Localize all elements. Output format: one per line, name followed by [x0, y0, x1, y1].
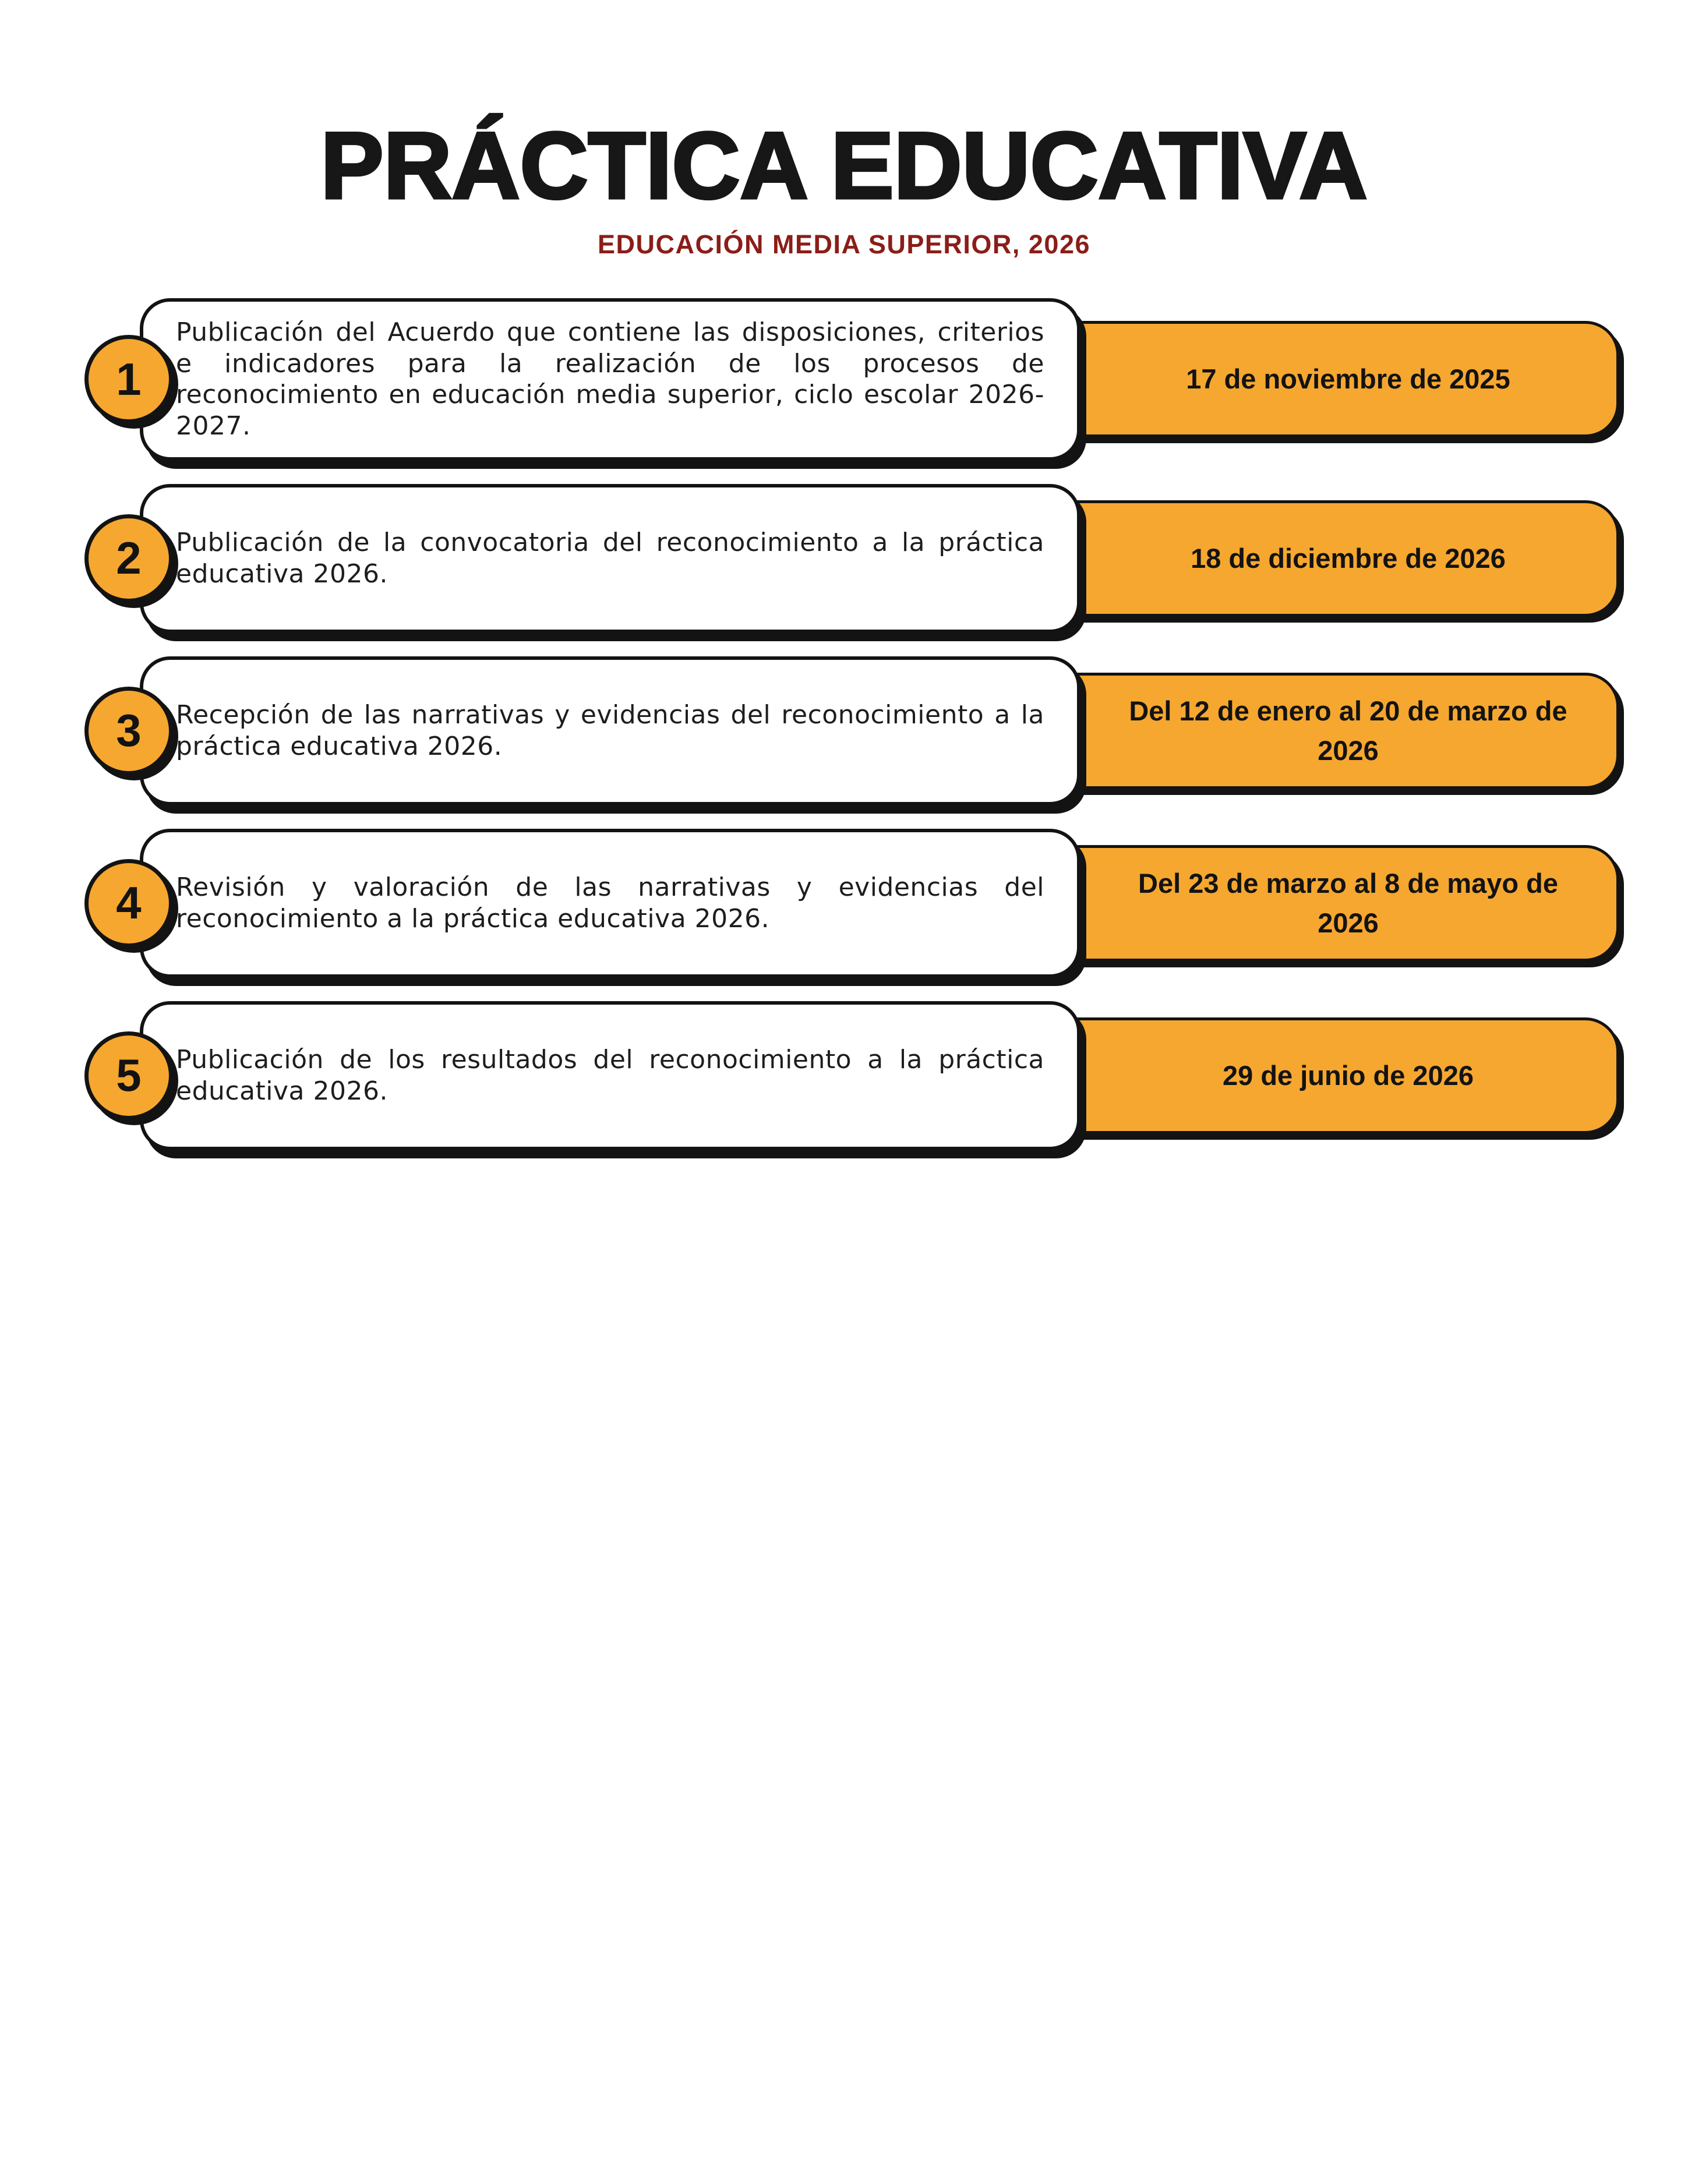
step-description-card — [140, 1001, 1080, 1150]
step-number: 3 — [116, 705, 142, 757]
step-date: Del 12 de enero al 20 de marzo de 2026 — [1129, 695, 1567, 766]
step-date-pill — [1040, 321, 1619, 437]
step-description-card — [140, 829, 1080, 978]
timeline-step-2 — [116, 484, 1688, 633]
step-description-card — [140, 298, 1080, 461]
timeline-step-1 — [116, 298, 1688, 461]
timeline-step-4 — [116, 829, 1688, 978]
timeline-step-5 — [116, 1001, 1688, 1150]
step-description: Publicación del Acuerdo que contiene las disposiciones, criterios e indicadores para la realización de los procesos de reconocimiento en educación media superior, ciclo escolar 2026-2027. — [176, 317, 1044, 441]
step-description-card — [140, 484, 1080, 633]
header — [0, 0, 1688, 260]
step-number: 5 — [116, 1049, 142, 1101]
step-number-badge — [84, 335, 173, 423]
step-number-badge — [84, 514, 173, 603]
step-description: Publicación de la convocatoria del reconocimiento a la práctica educativa 2026. — [176, 528, 1044, 589]
step-number-badge — [84, 687, 173, 775]
step-number: 2 — [116, 532, 142, 584]
step-date-pill — [1040, 845, 1619, 962]
step-date: 29 de junio de 2026 — [1222, 1059, 1474, 1091]
step-date-pill — [1040, 1017, 1619, 1134]
step-date: 18 de diciembre de 2026 — [1191, 542, 1506, 574]
step-date: 17 de noviembre de 2025 — [1186, 363, 1510, 395]
page-subtitle: EDUCACIÓN MEDIA SUPERIOR, 2026 — [598, 229, 1090, 260]
step-date: Del 23 de marzo al 8 de mayo de 2026 — [1138, 867, 1558, 938]
step-number: 4 — [116, 877, 142, 929]
step-date-pill — [1040, 673, 1619, 789]
step-number: 1 — [116, 353, 142, 405]
page-title: PRÁCTICA EDUCATIVA — [320, 113, 1368, 218]
step-description-card — [140, 656, 1080, 805]
step-number-badge — [84, 1031, 173, 1120]
step-description: Revisión y valoración de las narrativas y evidencias del reconocimiento a la práctica educativa 2026. — [176, 872, 1044, 934]
step-date-pill — [1040, 500, 1619, 617]
step-description: Publicación de los resultados del reconocimiento a la práctica educativa 2026. — [176, 1045, 1044, 1106]
timeline — [0, 298, 1688, 1150]
timeline-step-3 — [116, 656, 1688, 805]
step-description: Recepción de las narrativas y evidencias del reconocimiento a la práctica educativa 2026. — [176, 700, 1044, 761]
step-number-badge — [84, 859, 173, 948]
